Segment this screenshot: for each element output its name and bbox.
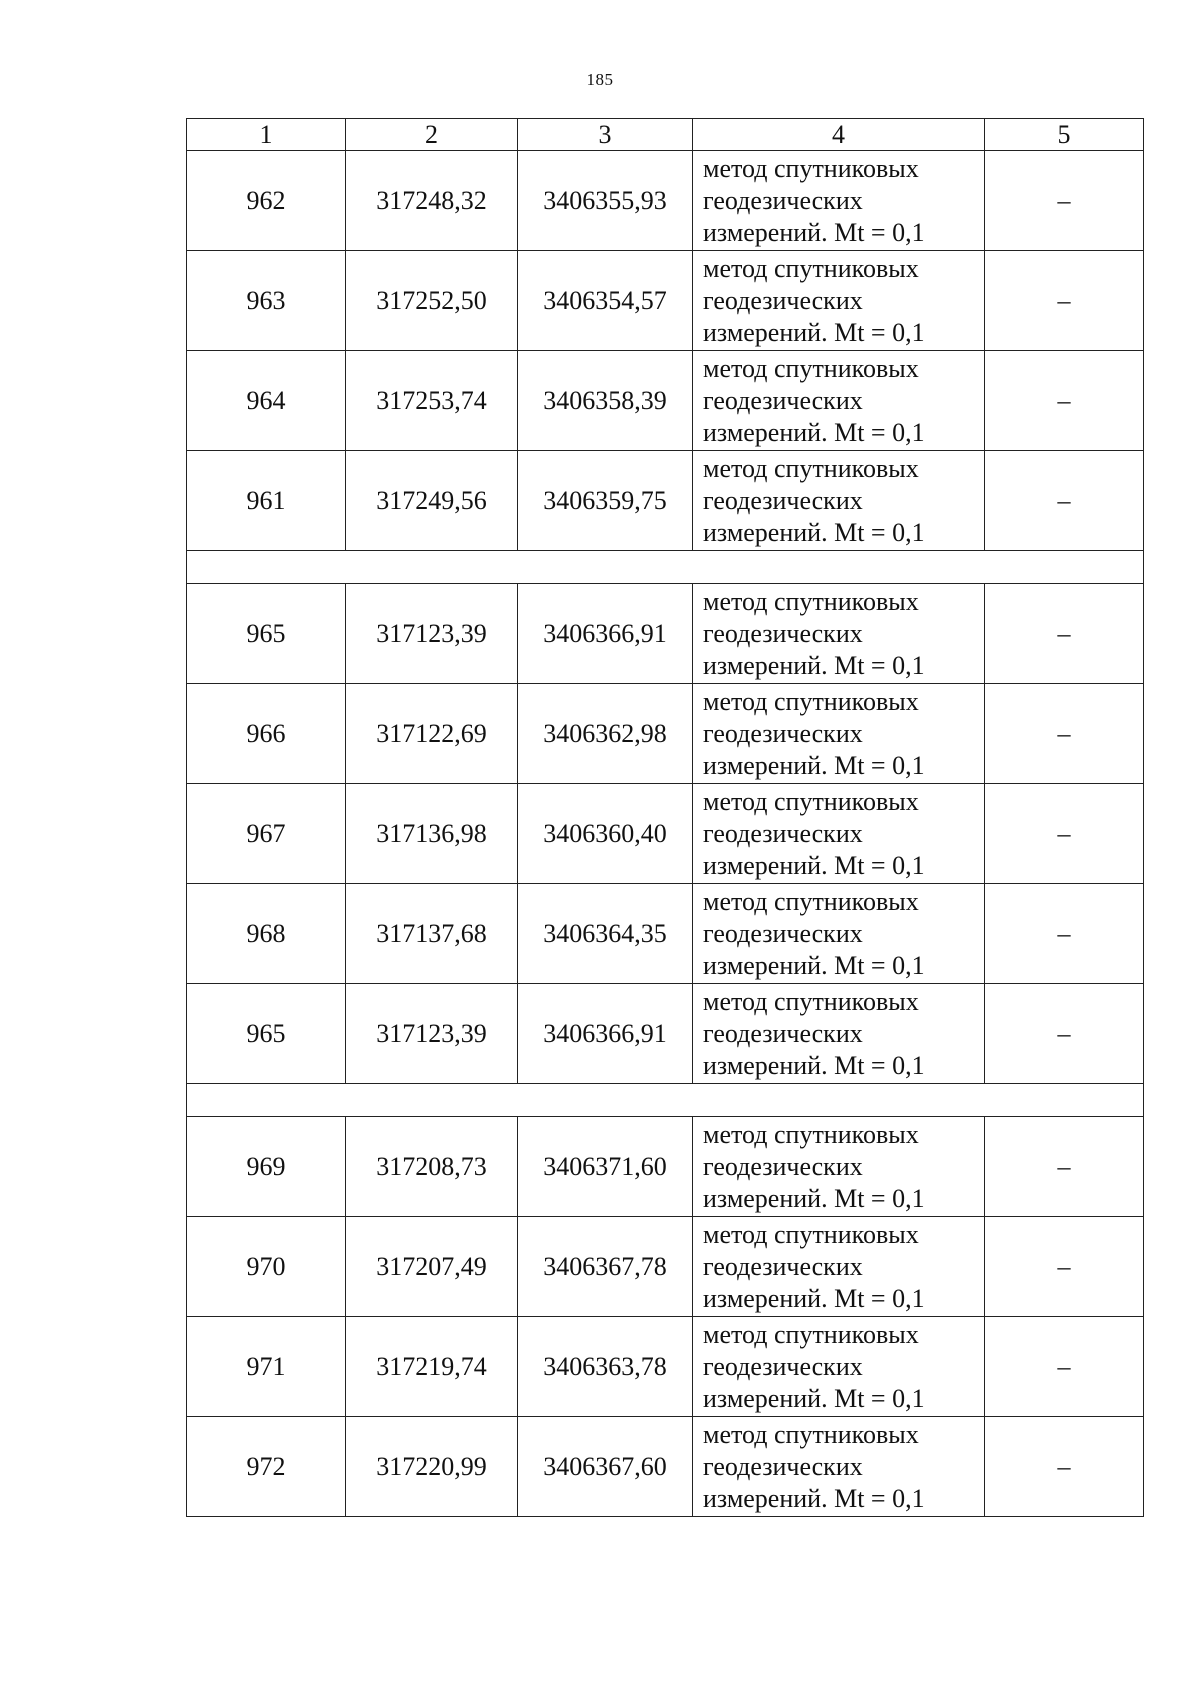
method-cell (693, 1317, 985, 1417)
note-cell: – (985, 584, 1144, 684)
method-line: измерений. Mt = 0,1 (703, 1483, 925, 1513)
header-row (187, 119, 1144, 151)
x-coordinate-cell: 317207,49 (346, 1217, 518, 1317)
point-number-cell: 964 (187, 351, 346, 451)
note-cell: – (985, 151, 1144, 251)
x-coordinate-cell: 317137,68 (346, 884, 518, 984)
header-cell-3: 3 (518, 119, 693, 151)
y-coordinate-cell: 3406358,39 (518, 351, 693, 451)
method-line: геодезических (703, 1351, 863, 1381)
method-line: измерений. Mt = 0,1 (703, 950, 925, 980)
method-line: геодезических (703, 485, 863, 515)
method-line: геодезических (703, 718, 863, 748)
method-cell (693, 251, 985, 351)
point-number-cell: 972 (187, 1417, 346, 1517)
method-line: метод спутниковых (703, 1419, 919, 1449)
page-number: 185 (586, 70, 614, 89)
group-separator-cell (187, 551, 1144, 584)
y-coordinate-cell: 3406367,78 (518, 1217, 693, 1317)
y-coordinate-cell: 3406360,40 (518, 784, 693, 884)
table-row (187, 151, 1144, 251)
point-number-cell: 966 (187, 684, 346, 784)
method-line: измерений. Mt = 0,1 (703, 1050, 925, 1080)
method-line: метод спутниковых (703, 253, 919, 283)
method-cell (693, 984, 985, 1084)
table-row (187, 1417, 1144, 1517)
group-separator-row (187, 551, 1144, 584)
note-cell: – (985, 1417, 1144, 1517)
method-cell (693, 884, 985, 984)
method-line: метод спутниковых (703, 153, 919, 183)
method-line: измерений. Mt = 0,1 (703, 650, 925, 680)
header-cell-5: 5 (985, 119, 1144, 151)
y-coordinate-cell: 3406359,75 (518, 451, 693, 551)
method-line: измерений. Mt = 0,1 (703, 1283, 925, 1313)
y-coordinate-cell: 3406362,98 (518, 684, 693, 784)
table-row (187, 1317, 1144, 1417)
method-line: измерений. Mt = 0,1 (703, 1383, 925, 1413)
table-row (187, 251, 1144, 351)
x-coordinate-cell: 317249,56 (346, 451, 518, 551)
y-coordinate-cell: 3406354,57 (518, 251, 693, 351)
method-line: измерений. Mt = 0,1 (703, 417, 925, 447)
method-cell (693, 584, 985, 684)
note-cell: – (985, 1317, 1144, 1417)
header-cell-2: 2 (346, 119, 518, 151)
table-row (187, 1117, 1144, 1217)
table-row (187, 684, 1144, 784)
table-row (187, 1217, 1144, 1317)
table-row (187, 351, 1144, 451)
group-separator-cell (187, 1084, 1144, 1117)
x-coordinate-cell: 317219,74 (346, 1317, 518, 1417)
table-row (187, 984, 1144, 1084)
header-cell-4: 4 (693, 119, 985, 151)
point-number-cell: 965 (187, 984, 346, 1084)
point-number-cell: 971 (187, 1317, 346, 1417)
note-cell: – (985, 1117, 1144, 1217)
method-line: метод спутниковых (703, 1219, 919, 1249)
y-coordinate-cell: 3406363,78 (518, 1317, 693, 1417)
method-line: измерений. Mt = 0,1 (703, 217, 925, 247)
table-row (187, 451, 1144, 551)
point-number-cell: 970 (187, 1217, 346, 1317)
point-number-cell: 967 (187, 784, 346, 884)
method-cell (693, 1417, 985, 1517)
point-number-cell: 962 (187, 151, 346, 251)
method-line: метод спутниковых (703, 986, 919, 1016)
x-coordinate-cell: 317122,69 (346, 684, 518, 784)
method-line: метод спутниковых (703, 353, 919, 383)
method-line: измерений. Mt = 0,1 (703, 1183, 925, 1213)
method-line: метод спутниковых (703, 453, 919, 483)
note-cell: – (985, 251, 1144, 351)
method-line: геодезических (703, 1018, 863, 1048)
method-line: геодезических (703, 1251, 863, 1281)
table-header (187, 119, 1144, 151)
x-coordinate-cell: 317252,50 (346, 251, 518, 351)
group-separator-row (187, 1084, 1144, 1117)
coordinates-table (186, 118, 1144, 1517)
method-line: метод спутниковых (703, 1319, 919, 1349)
point-number-cell: 961 (187, 451, 346, 551)
x-coordinate-cell: 317248,32 (346, 151, 518, 251)
y-coordinate-cell: 3406366,91 (518, 584, 693, 684)
note-cell: – (985, 451, 1144, 551)
method-line: геодезических (703, 618, 863, 648)
x-coordinate-cell: 317136,98 (346, 784, 518, 884)
note-cell: – (985, 684, 1144, 784)
method-cell (693, 451, 985, 551)
method-line: метод спутниковых (703, 586, 919, 616)
x-coordinate-cell: 317123,39 (346, 584, 518, 684)
method-line: геодезических (703, 1151, 863, 1181)
y-coordinate-cell: 3406355,93 (518, 151, 693, 251)
header-cell-1: 1 (187, 119, 346, 151)
method-cell (693, 1217, 985, 1317)
method-line: геодезических (703, 818, 863, 848)
table-body (187, 151, 1144, 1517)
note-cell: – (985, 784, 1144, 884)
table-row (187, 584, 1144, 684)
method-line: измерений. Mt = 0,1 (703, 517, 925, 547)
point-number-cell: 965 (187, 584, 346, 684)
method-line: измерений. Mt = 0,1 (703, 850, 925, 880)
point-number-cell: 969 (187, 1117, 346, 1217)
x-coordinate-cell: 317123,39 (346, 984, 518, 1084)
method-line: измерений. Mt = 0,1 (703, 317, 925, 347)
note-cell: – (985, 1217, 1144, 1317)
y-coordinate-cell: 3406371,60 (518, 1117, 693, 1217)
y-coordinate-cell: 3406366,91 (518, 984, 693, 1084)
method-line: геодезических (703, 385, 863, 415)
x-coordinate-cell: 317208,73 (346, 1117, 518, 1217)
method-line: геодезических (703, 285, 863, 315)
method-line: метод спутниковых (703, 786, 919, 816)
method-cell (693, 351, 985, 451)
note-cell: – (985, 351, 1144, 451)
method-line: метод спутниковых (703, 1119, 919, 1149)
point-number-cell: 968 (187, 884, 346, 984)
method-line: измерений. Mt = 0,1 (703, 750, 925, 780)
method-cell (693, 151, 985, 251)
method-cell (693, 1117, 985, 1217)
method-cell (693, 684, 985, 784)
method-line: метод спутниковых (703, 886, 919, 916)
y-coordinate-cell: 3406367,60 (518, 1417, 693, 1517)
table-row (187, 884, 1144, 984)
method-cell (693, 784, 985, 884)
method-line: геодезических (703, 185, 863, 215)
method-line: геодезических (703, 1451, 863, 1481)
note-cell: – (985, 884, 1144, 984)
x-coordinate-cell: 317220,99 (346, 1417, 518, 1517)
point-number-cell: 963 (187, 251, 346, 351)
x-coordinate-cell: 317253,74 (346, 351, 518, 451)
method-line: метод спутниковых (703, 686, 919, 716)
table-row (187, 784, 1144, 884)
method-line: геодезических (703, 918, 863, 948)
y-coordinate-cell: 3406364,35 (518, 884, 693, 984)
note-cell: – (985, 984, 1144, 1084)
